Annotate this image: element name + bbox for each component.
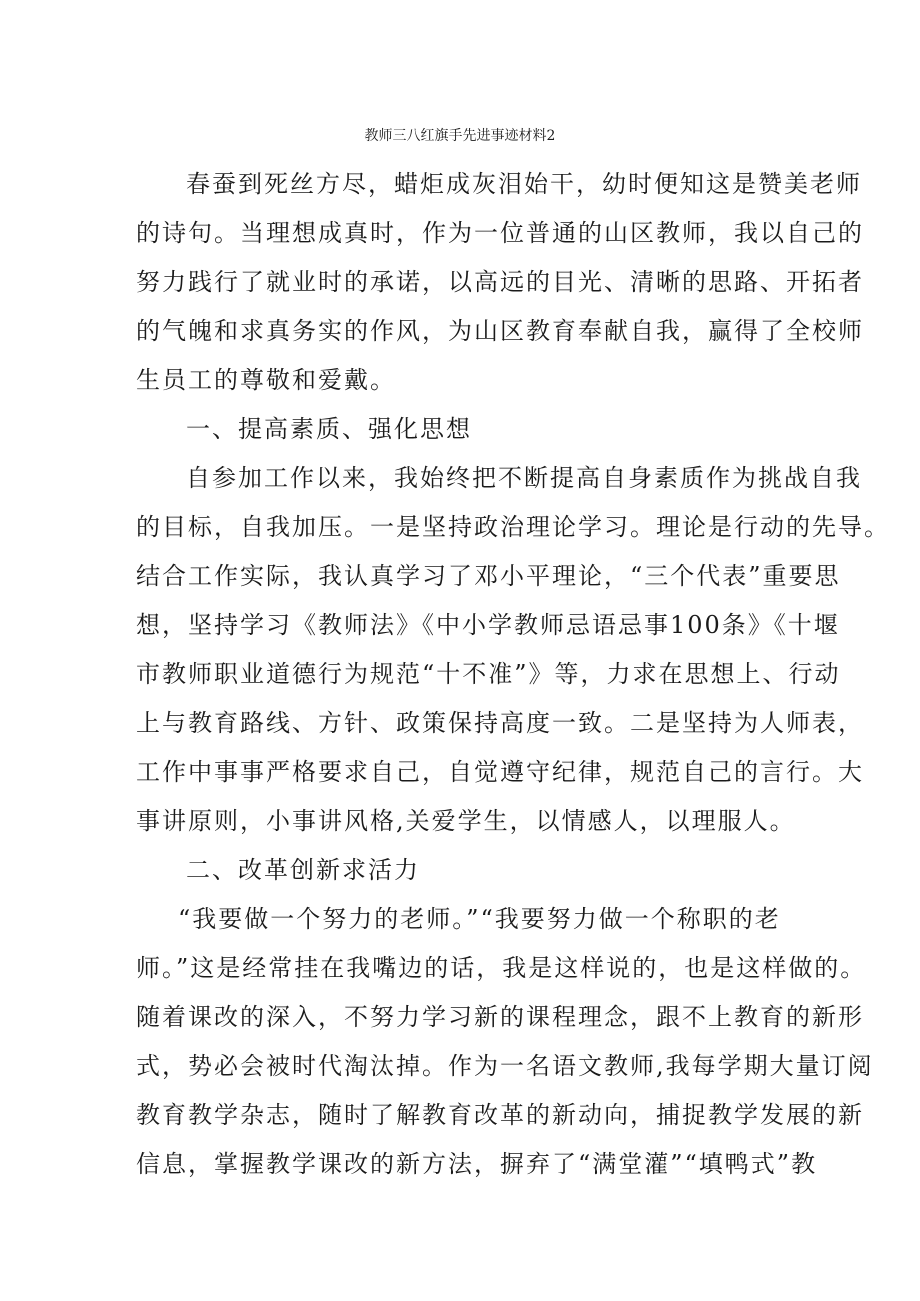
paragraph-line: 自参加工作以来，我始终把不断提高自身素质作为挑战自我 — [186, 464, 862, 492]
paragraph-line: 事讲原则，小事讲风格,关爱学生，以情感人，以理服人。 — [136, 807, 796, 835]
paragraph-line: 的目标，自我加压。一是坚持政治理论学习。理论是行动的先导。 — [136, 513, 890, 541]
paragraph-line: 教育教学杂志，随时了解教育改革的新动向，捕捉教学发展的新 — [136, 1101, 864, 1129]
paragraph-line: 市教师职业道德行为规范“十不准”》等，力求在思想上、行动 — [136, 660, 841, 688]
paragraph-line: “我要做一个努力的老师。”“我要努力做一个称职的老 — [178, 905, 781, 933]
paragraph-line: 生员工的尊敬和爱戴。 — [136, 366, 396, 394]
paragraph-line: 式，势必会被时代淘汰掉。作为一名语文教师,我每学期大量订阅 — [136, 1052, 874, 1080]
paragraph-line: 结合工作实际，我认真学习了邓小平理论，“三个代表”重要思 — [136, 562, 841, 590]
paragraph-line: 春蚕到死丝方尽，蜡炬成灰泪始干，幼时便知这是赞美老师 — [186, 170, 862, 198]
section-heading: 一、提高素质、强化思想 — [186, 415, 472, 443]
paragraph-line: 努力践行了就业时的承诺，以高远的目光、清晰的思路、开拓者 — [136, 268, 864, 296]
paragraph-line: 的诗句。当理想成真时，作为一位普通的山区教师，我以自己的 — [136, 219, 864, 247]
paragraph-line: 随着课改的深入，不努力学习新的课程理念，跟不上教育的新形 — [136, 1003, 864, 1031]
paragraph-line: 师。”这是经常挂在我嘴边的话，我是这样说的，也是这样做的。 — [136, 954, 867, 982]
document-title: 教师三八红旗手先进事迹材料2 — [364, 128, 556, 144]
paragraph-line: 信息，掌握教学课改的新方法，摒弃了“满堂灌”“填鸭式”教 — [136, 1150, 818, 1178]
section-heading: 二、改革创新求活力 — [186, 856, 420, 884]
paragraph-line: 上与教育路线、方针、政策保持高度一致。二是坚持为人师表， — [136, 709, 864, 737]
paragraph-line: 工作中事事严格要求自己，自觉遵守纪律，规范自己的言行。大 — [136, 758, 864, 786]
paragraph-line: 想，坚持学习《教师法》《中小学教师忌语忌事100条》《十堰 — [136, 611, 840, 639]
paragraph-line: 的气魄和求真务实的作风，为山区教育奉献自我，赢得了全校师 — [136, 317, 864, 345]
